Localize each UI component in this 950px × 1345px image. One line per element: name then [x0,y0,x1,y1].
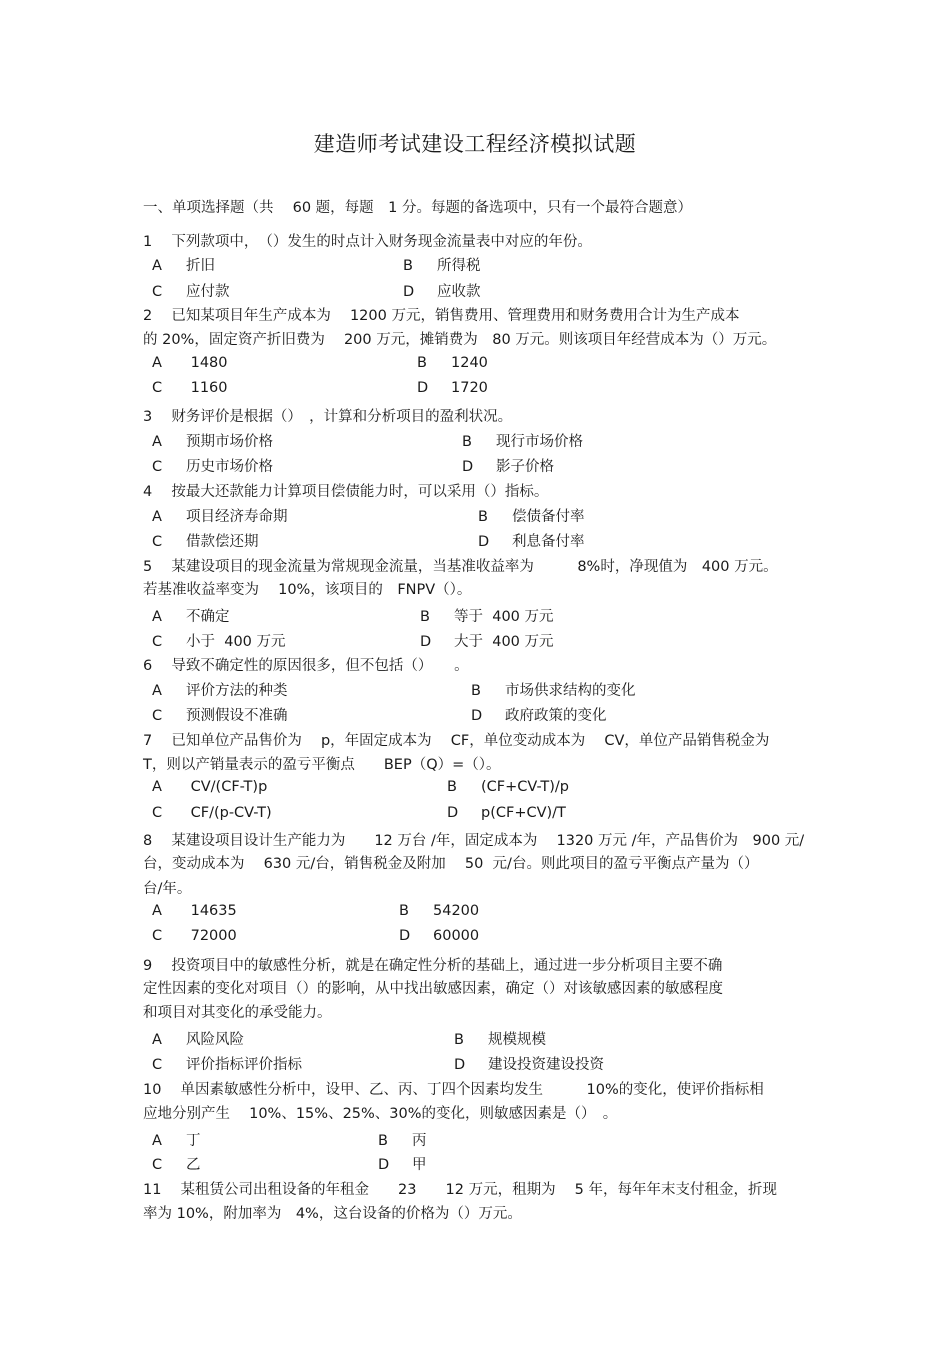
question-10-text: 10 单因素敏感性分析中，设甲、乙、丙、丁四个因素均发生 10%的变化，使评价指标相 [143,1082,764,1098]
option-letter: A [152,1133,162,1149]
question-1-text: 1 下列款项中， （）发生的时点计入财务现金流量表中对应的年份。 [143,234,592,250]
option-text: 借款偿还期 [186,534,259,550]
question-9-text: 和项目对其变化的承受能力。 [143,1005,332,1021]
question-2-option-b [417,355,488,371]
question-6-option-b [471,679,636,700]
option-text: 规模规模 [488,1032,546,1048]
option-text: 乙 [186,1157,201,1173]
option-text: 建设投资建设投资 [488,1057,604,1073]
question-2-text: 的 20%，固定资产折旧费为 200 万元，摊销费为 80 万元。则该项目年经营成本为（）万元。 [143,332,777,348]
option-letter: A [152,779,162,795]
option-letter: C [152,459,163,475]
option-letter: B [471,683,481,699]
question-7-text: T，则以产销量表示的盈亏平衡点 BEP（Q）=（）。 [143,757,501,773]
question-7-option-c [152,805,272,821]
option-text: 影子价格 [496,459,554,475]
option-text: 54200 [433,903,480,919]
page-title: 建造师考试建设工程经济模拟试题 [313,132,637,156]
question-9-option-a [152,1028,244,1049]
option-letter: D [447,805,459,821]
question-2-option-a [152,355,228,371]
question-9-option-b [454,1028,546,1049]
option-text: 应付款 [186,284,230,300]
option-letter: C [152,1157,163,1173]
option-text: CF/(p-CV-T) [186,805,272,821]
question-5-option-a [152,605,230,626]
option-letter: D [471,708,483,724]
section-header: 一、单项选择题（共 60 题，每题 1 分。每题的备选项中，只有一个最符合题意） [143,200,693,216]
question-4-option-a [152,505,288,526]
question-1-option-c [152,280,230,301]
question-2-option-d [417,380,488,396]
option-text: 1480 [186,355,228,371]
option-letter: C [152,805,163,821]
question-7-option-a [152,779,267,795]
question-2-text: 2 已知某项目年生产成本为 1200 万元，销售费用、管理费用和财务费用合计为生产成本 [143,308,740,324]
question-3-option-c [152,455,273,476]
question-7-option-d [447,805,566,821]
option-text: 历史市场价格 [186,459,273,475]
question-4-text: 4 按最大还款能力计算项目偿债能力时，可以采用（）指标。 [143,484,549,500]
option-letter: A [152,509,162,525]
option-text: 1720 [451,380,488,396]
question-8-text: 8 某建设项目设计生产能力为 12 万台 /年，固定成本为 1320 万元 /年，产品售价为 900 元/ [143,833,805,849]
option-text: 市场供求结构的变化 [505,683,636,699]
option-text: 72000 [186,928,237,944]
question-10-option-b [378,1129,427,1150]
option-text: 1160 [186,380,228,396]
option-letter: B [454,1032,464,1048]
option-letter: B [420,609,430,625]
option-text: 等于 400 万元 [454,609,554,625]
question-9-option-d [454,1053,604,1074]
option-letter: B [478,509,488,525]
question-6-option-a [152,679,288,700]
option-text: 1240 [451,355,488,371]
option-letter: A [152,903,162,919]
question-3-option-b [462,430,583,451]
option-text: 小于 400 万元 [186,634,286,650]
option-text: p(CF+CV)/T [481,805,566,821]
option-letter: D [403,284,415,300]
option-letter: D [399,928,411,944]
question-6-option-c [152,704,288,725]
question-11-text: 11 某租赁公司出租设备的年租金 23 12 万元，租期为 5 年，每年年末支付租金，折现 [143,1182,778,1198]
option-text: (CF+CV-T)/p [481,779,569,795]
option-text: 折旧 [186,258,215,274]
question-6-text: 6 导致不确定性的原因很多，但不包括（） 。 [143,658,469,674]
question-1-option-b [403,254,481,275]
option-text: 60000 [433,928,480,944]
option-letter: C [152,380,163,396]
option-letter: A [152,609,162,625]
question-8-option-b [399,903,479,919]
option-text: 14635 [186,903,237,919]
question-7-text: 7 已知单位产品售价为 p，年固定成本为 CF，单位变动成本为 CV，单位产品销售税金为 [143,733,770,749]
option-letter: B [462,434,472,450]
option-letter: C [152,1057,163,1073]
option-letter: D [420,634,432,650]
option-text: 预期市场价格 [186,434,273,450]
question-3-option-d [462,455,554,476]
option-text: 政府政策的变化 [505,708,607,724]
question-5-option-d [420,630,554,651]
option-letter: D [462,459,474,475]
question-9-text: 定性因素的变化对项目（）的影响，从中找出敏感因素，确定（）对该敏感因素的敏感程度 [143,981,723,997]
question-10-text: 应地分别产生 10%、15%、25%、30%的变化，则敏感因素是（） 。 [143,1106,618,1122]
option-letter: D [478,534,490,550]
question-4-option-d [478,530,585,551]
option-letter: C [152,534,163,550]
option-letter: B [403,258,413,274]
option-text: 利息备付率 [512,534,585,550]
question-3-option-a [152,430,273,451]
question-1-option-a [152,254,215,275]
question-5-option-c [152,630,286,651]
question-8-option-d [399,928,479,944]
option-text: 丙 [412,1133,427,1149]
option-text: 所得税 [437,258,481,274]
option-letter: D [378,1157,390,1173]
option-letter: D [417,380,429,396]
option-text: 偿债备付率 [512,509,585,525]
option-text: 风险风险 [186,1032,244,1048]
option-text: 丁 [186,1133,201,1149]
option-letter: A [152,434,162,450]
option-text: 评价指标评价指标 [186,1057,302,1073]
option-letter: B [447,779,457,795]
option-text: 大于 400 万元 [454,634,554,650]
option-letter: B [399,903,409,919]
option-letter: A [152,355,162,371]
question-2-option-c [152,380,228,396]
question-9-text: 9 投资项目中的敏感性分析，就是在确定性分析的基础上，通过进一步分析项目主要不确 [143,958,723,974]
option-text: 评价方法的种类 [186,683,288,699]
question-9-option-c [152,1053,302,1074]
question-7-option-b [447,779,569,795]
question-11-text: 率为 10%，附加率为 4%，这台设备的价格为（）万元。 [143,1206,522,1222]
question-3-text: 3 财务评价是根据（） ，计算和分析项目的盈利状况。 [143,409,513,425]
question-4-option-c [152,530,259,551]
question-6-option-d [471,704,607,725]
question-8-option-c [152,928,237,944]
option-text: 应收款 [437,284,481,300]
option-letter: A [152,258,162,274]
question-10-option-a [152,1129,201,1150]
option-text: 预测假设不准确 [186,708,288,724]
question-1-option-d [403,280,481,301]
option-text: 项目经济寿命期 [186,509,288,525]
option-letter: C [152,634,163,650]
option-letter: A [152,683,162,699]
question-8-text: 台/年。 [143,881,192,897]
option-letter: A [152,1032,162,1048]
question-5-text: 5 某建设项目的现金流量为常规现金流量，当基准收益率为 8%时，净现值为 400 万元。 [143,559,778,575]
question-5-text: 若基准收益率变为 10%，该项目的 FNPV（）。 [143,582,472,598]
option-text: 甲 [412,1157,427,1173]
option-letter: D [454,1057,466,1073]
option-letter: C [152,284,163,300]
option-text: CV/(CF-T)p [186,779,268,795]
question-8-text: 台，变动成本为 630 元/台，销售税金及附加 50 元/台。则此项目的盈亏平衡点产量为（） [143,856,759,872]
question-4-option-b [478,505,585,526]
option-letter: C [152,708,163,724]
question-8-option-a [152,903,237,919]
question-5-option-b [420,605,554,626]
option-text: 现行市场价格 [496,434,583,450]
option-letter: B [378,1133,388,1149]
question-10-option-c [152,1153,201,1174]
option-text: 不确定 [186,609,230,625]
option-letter: C [152,928,163,944]
option-letter: B [417,355,427,371]
question-10-option-d [378,1153,427,1174]
